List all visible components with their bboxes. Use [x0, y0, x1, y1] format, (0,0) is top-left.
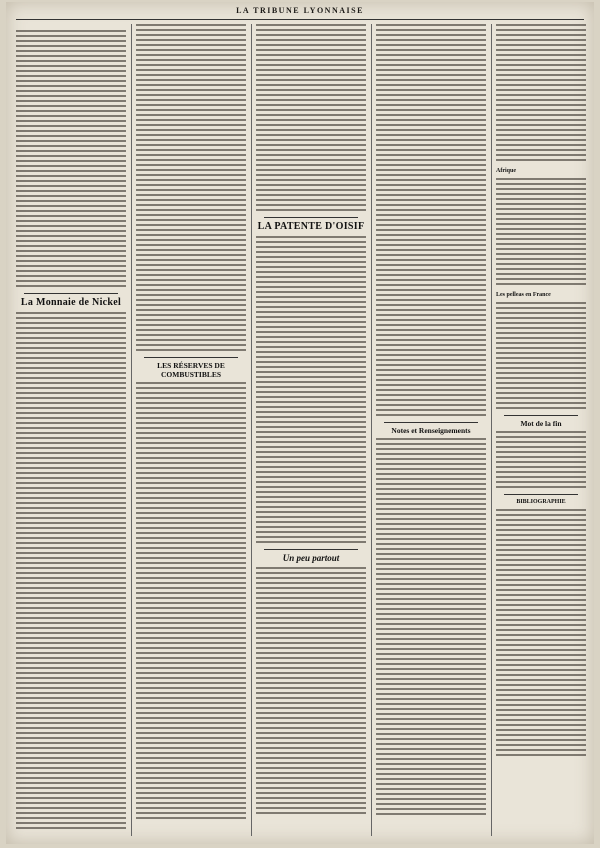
- column-rule: [491, 24, 492, 836]
- newspaper-page: [6, 2, 594, 844]
- newspaper-title: LA TRIBUNE LYONNAISE: [236, 6, 364, 15]
- column-3: [256, 24, 366, 836]
- column-rule: [131, 24, 132, 836]
- column-rule: [251, 24, 252, 836]
- text-block-body: [376, 24, 486, 419]
- section-rule: [264, 217, 358, 218]
- text-block-body: [256, 24, 366, 214]
- text-block-body: [136, 382, 246, 822]
- section-heading-un-peu-partout: Un peu partout: [282, 553, 340, 563]
- section-heading-bibliographie: BIBLIOGRAPHIE: [516, 499, 566, 505]
- section-rule: [384, 422, 478, 423]
- section-rule: [504, 415, 578, 416]
- column-rule: [371, 24, 372, 836]
- section-heading-monnaie: La Monnaie de Nickel: [20, 297, 122, 309]
- section-rule: [24, 293, 118, 294]
- text-block-body: [376, 438, 486, 818]
- header-rule: [16, 19, 584, 20]
- section-rule: [504, 494, 578, 495]
- column-1: [16, 24, 126, 836]
- section-heading-patente: LA PATENTE D'OISIF: [257, 221, 365, 232]
- section-rule: [144, 357, 238, 358]
- section-heading-afrique: Afrique: [496, 168, 516, 174]
- section-heading-pelleas: Les pelleas en France: [496, 292, 551, 298]
- text-block-body: [136, 24, 246, 354]
- section-rule: [264, 549, 358, 550]
- section-heading-mot-fin: Mot de la fin: [520, 419, 562, 428]
- running-head: [6, 6, 594, 20]
- text-block-body: [256, 567, 366, 817]
- text-block-body: [16, 30, 126, 290]
- text-block-body: [496, 302, 586, 412]
- text-block-body: [496, 24, 586, 164]
- text-block-body: [496, 509, 586, 759]
- text-block-body: [16, 312, 126, 832]
- section-heading-reserves: LES RÉSERVES DE COMBUSTIBLES: [157, 361, 225, 379]
- text-block-body: [496, 431, 586, 491]
- column-4: [376, 24, 486, 836]
- column-5: [496, 24, 586, 836]
- text-block: [16, 24, 126, 29]
- text-block-body: [496, 178, 586, 288]
- column-2: [136, 24, 246, 836]
- section-heading-notes: Notes et Renseignements: [391, 426, 471, 435]
- text-block-body: [256, 236, 366, 546]
